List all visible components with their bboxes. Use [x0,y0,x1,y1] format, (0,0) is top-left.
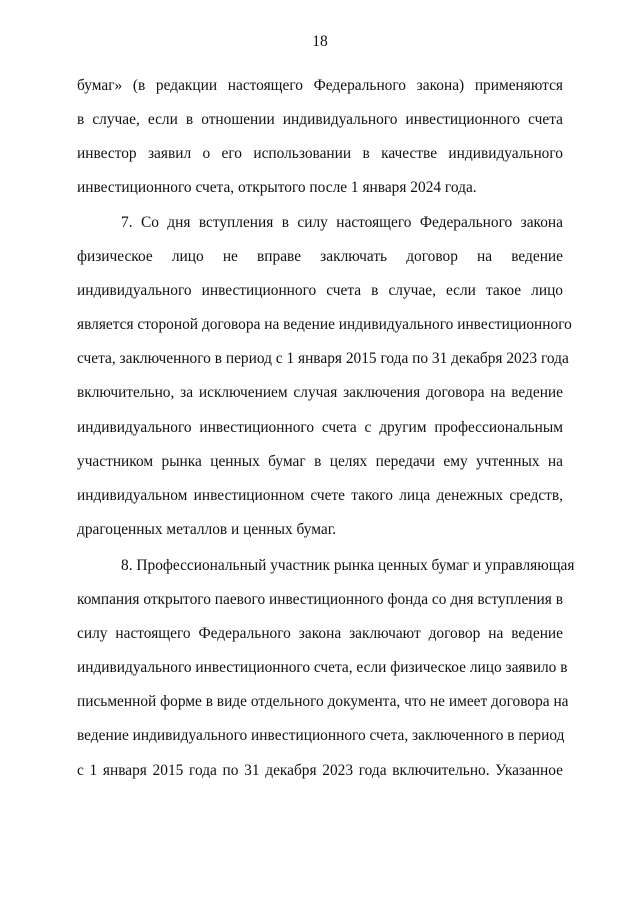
text-line: 7. Со дня вступления в силу настоящего Федерального закона [121,214,563,231]
text-line: бумаг» (в редакции настоящего Федерального закона) применяются [77,77,563,94]
text-line: счета, заключенного в период с 1 января 2015 года по 31 декабря 2023 года [77,350,569,368]
text-line: включительно, за исключением случая заключения договора на ведение [77,384,563,402]
text-line: драгоценных металлов и ценных бумаг. [77,520,337,538]
paragraph-continuation [77,77,563,213]
text-line: физическое лицо не вправе заключать договор на ведение [77,248,563,266]
text-line: инвестор заявил о его использовании в качестве индивидуального [77,145,563,163]
text-line: компания открытого паевого инвестиционного фонда со дня вступления в [77,591,563,609]
text-line: письменной форме в виде отдельного документа, что не имеет договора на [77,693,569,711]
paragraph-7 [77,214,572,555]
paragraph-8 [77,557,575,796]
text-line: инвестиционного счета, открытого после 1 января 2024 года. [77,179,477,197]
text-line: ведение индивидуального инвестиционного счета, заключенного в период [77,727,565,745]
text-line: является стороной договора на ведение индивидуального инвестиционного [77,316,572,334]
text-line: 8. Профессиональный участник рынка ценных бумаг и управляющая [121,557,575,574]
text-line: индивидуального инвестиционного счета в случае, если такое лицо [77,282,563,300]
text-line: участником рынка ценных бумаг в целях передачи ему учтенных на [77,452,563,470]
text-line: с 1 января 2015 года по 31 декабря 2023 года включительно. Указанное [77,761,563,779]
text-line: индивидуального инвестиционного счета, если физическое лицо заявило в [77,659,568,677]
text-line: индивидуального инвестиционного счета с другим профессиональным [77,418,563,436]
page-number: 18 [312,33,328,50]
text-line: индивидуальном инвестиционном счете такого лица денежных средств, [77,486,563,504]
text-line: силу настоящего Федерального закона заключают договор на ведение [77,625,563,643]
text-line: в случае, если в отношении индивидуального инвестиционного счета [77,111,563,129]
